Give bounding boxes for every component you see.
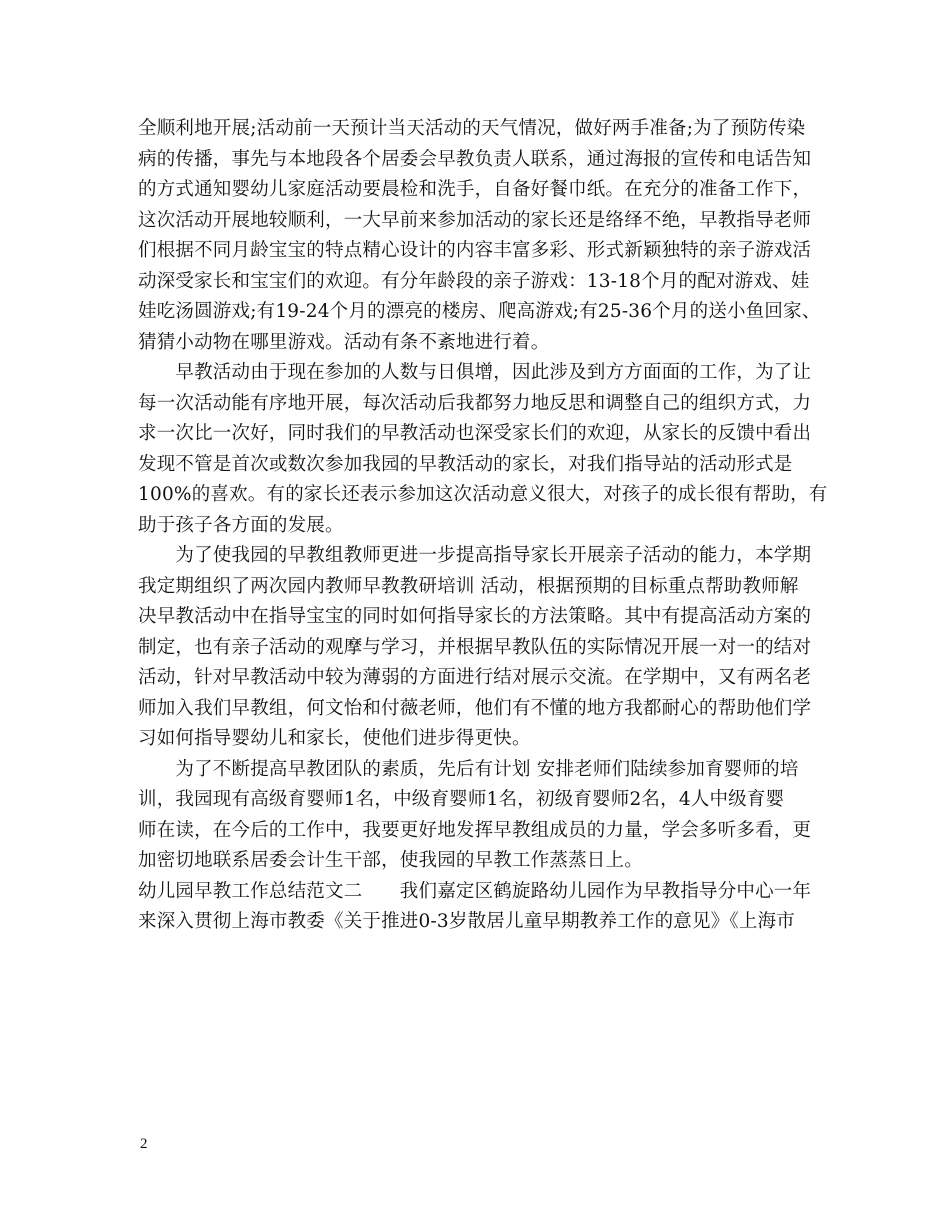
text-line: 每一次活动能有序地开展，每次活动后我都努力地反思和调整自己的组织方式，力 (138, 392, 812, 414)
text-line: 全顺利地开展;活动前一天预计当天活动的天气情况，做好两手准备;为了预防传染 (138, 118, 806, 139)
text-line: 100%的喜欢。有的家长还表示参加这次活动意义很大，对孩子的成长很有帮助，有 (138, 484, 828, 505)
text-line: 发现不管是首次或数次参加我园的早教活动的家长，对我们指导站的活动形式是 (138, 453, 793, 475)
text-line: 病的传播，事先与本地段各个居委会早教负责人联系，通过海报的宣传和电话告知 (138, 148, 812, 170)
body-text (138, 114, 828, 938)
text-line: 为了不断提高早教团队的素质，先后有计划 安排老师们陆续参加育婴师的培 (138, 758, 799, 780)
text-line: 制定，也有亲子活动的观摩与学习，并根据早教队伍的实际情况开展一对一的结对 (138, 636, 812, 658)
text-line: 助于孩子各方面的发展。 (138, 514, 344, 536)
text-line: 习如何指导婴幼儿和家长，使他们进步得更快。 (138, 728, 531, 749)
text-line: 加密切地联系居委会计生干部，使我园的早教工作蒸蒸日上。 (138, 850, 643, 871)
text-line: 师加入我们早教组，何文怡和付薇老师，他们有不懂的地方我都耐心的帮助他们学 (138, 697, 812, 719)
text-line: 师在读，在今后的工作中，我要更好地发挥早教组成员的力量，学会多听多看，更 (138, 819, 812, 841)
text-line: 来深入贯彻上海市教委《关于推进0-3岁散居儿童早期教养工作的意见》《上海市 (138, 911, 795, 932)
text-line: 娃吃汤圆游戏;有19-24个月的漂亮的楼房、爬高游戏;有25-36个月的送小鱼回家、 (138, 301, 821, 322)
text-line: 活动，针对早教活动中较为薄弱的方面进行结对展示交流。在学期中，又有两名老 (138, 667, 812, 688)
text-line: 们根据不同月龄宝宝的特点精心设计的内容丰富多彩、形式新颖独特的亲子游戏活 (138, 240, 812, 261)
text-line: 求一次比一次好，同时我们的早教活动也深受家长们的欢迎，从家长的反馈中看出 (138, 423, 812, 444)
text-line: 早教活动由于现在参加的人数与日俱增，因此涉及到方方面面的工作，为了让 (138, 362, 812, 383)
text-line: 猜猜小动物在哪里游戏。活动有条不紊地进行着。 (138, 331, 550, 353)
text-line: 决早教活动中在指导宝宝的同时如何指导家长的方法策略。其中有提高活动方案的 (138, 606, 812, 627)
text-line: 这次活动开展地较顺利，一大早前来参加活动的家长还是络绎不绝，早教指导老师 (138, 209, 812, 231)
text-line: 动深受家长和宝宝们的欢迎。有分年龄段的亲子游戏：13-18个月的配对游戏、娃 (138, 270, 810, 292)
text-line: 幼儿园早教工作总结范文二 我们嘉定区鹤旋路幼儿园作为早教指导分中心一年 (138, 880, 812, 902)
text-line: 我定期组织了两次园内教师早教教研培训 活动，根据预期的目标重点帮助教师解 (138, 575, 799, 597)
text-line: 为了使我园的早教组教师更进一步提高指导家长开展亲子活动的能力，本学期 (138, 545, 812, 566)
text-line: 训，我园现有高级育婴师1名，中级育婴师1名，初级育婴师2名，4人中级育婴 (138, 789, 785, 810)
page-number: 2 (140, 1136, 148, 1152)
text-line: 的方式通知婴幼儿家庭活动要晨检和洗手，自备好餐巾纸。在充分的准备工作下， (138, 179, 812, 200)
